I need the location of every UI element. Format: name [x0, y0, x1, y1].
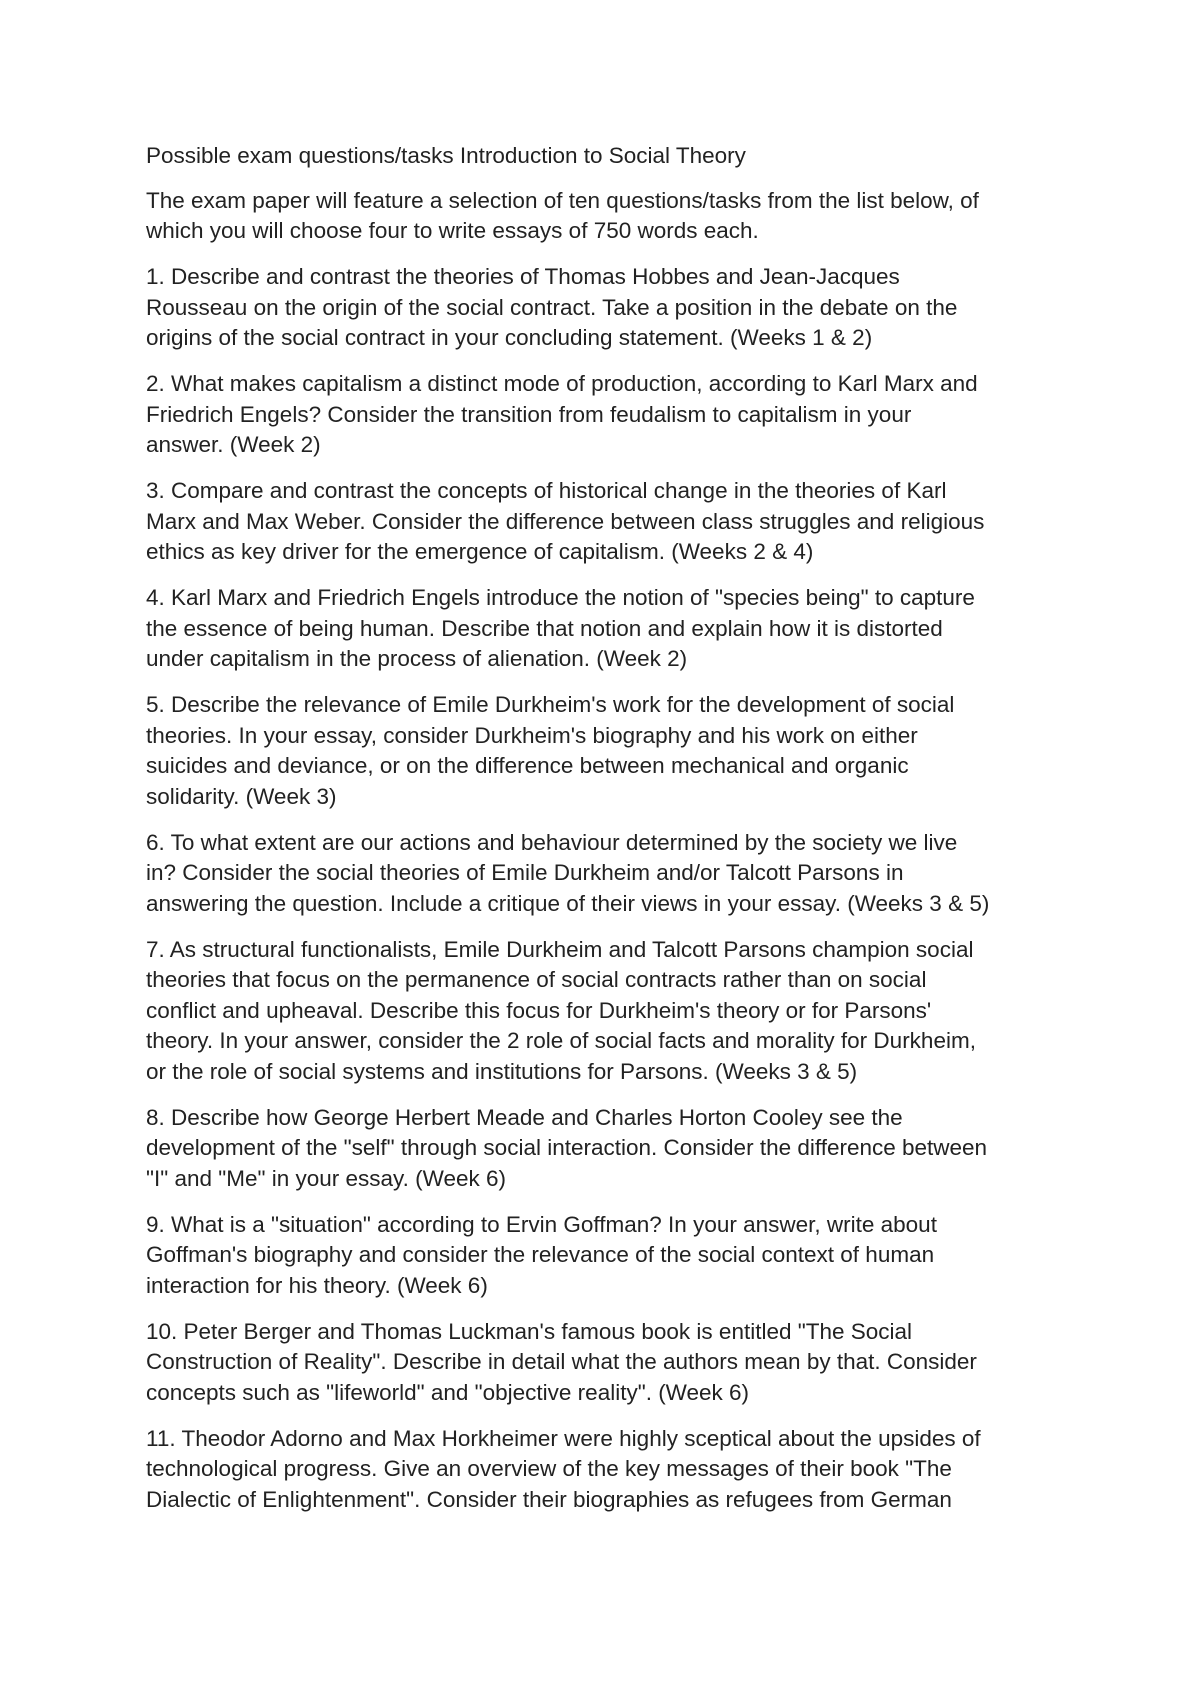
question-11: 11. Theodor Adorno and Max Horkheimer were highly sceptical about the upsides of technological progress. Give an overview of the key messages of their book "The Dialectic of Enlightenment". Consider their biographies as refugees from German	[146, 1425, 981, 1512]
question-9: 9. What is a "situation" according to Ervin Goffman? In your answer, write about Goffman's biography and consider the relevance of the social context of human interaction for his theory. (Week 6)	[146, 1211, 937, 1298]
question-7: 7. As structural functionalists, Emile Durkheim and Talcott Parsons champion social theories that focus on the permanence of social contracts rather than on social conflict and upheaval. Describe this focus for Durkheim's theory or for Parsons' theory. In your answer, consider the 2 role of social facts and morality for Durkheim, or the role of social systems and institutions for Parsons. (Weeks 3 & 5)	[146, 936, 976, 1084]
question-1: 1. Describe and contrast the theories of Thomas Hobbes and Jean-Jacques Rousseau on the origin of the social contract. Take a position in the debate on the origins of the social contract in your concluding statement. (Weeks 1 & 2)	[146, 264, 958, 350]
question-8: 8. Describe how George Herbert Meade and Charles Horton Cooley see the development of the "self" through social interaction. Consider the difference between "I" and "Me" in your essay. (Week 6)	[146, 1104, 988, 1191]
document-body	[146, 141, 1086, 1531]
question-4: 4. Karl Marx and Friedrich Engels introduce the notion of "species being" to capture the essence of being human. Describe that notion and explain how it is distorted under capitalism in the process of alienation. (Week 2)	[146, 585, 975, 671]
question-5: 5. Describe the relevance of Emile Durkheim's work for the development of social theories. In your essay, consider Durkheim's biography and his work on either suicides and deviance, or on the difference between mechanical and organic solidarity. (Week 3)	[146, 692, 955, 809]
question-3: 3. Compare and contrast the concepts of historical change in the theories of Karl Marx and Max Weber. Consider the difference between class struggles and religious ethics as key driver for the emergence of capitalism. (Weeks 2 & 4)	[146, 478, 985, 564]
document-intro: The exam paper will feature a selection of ten questions/tasks from the list below, of which you will choose four to write essays of 750 words each.	[146, 187, 979, 243]
question-2: 2. What makes capitalism a distinct mode of production, according to Karl Marx and Friedrich Engels? Consider the transition from feudalism to capitalism in your answer. (Week 2)	[146, 371, 978, 457]
question-10: 10. Peter Berger and Thomas Luckman's famous book is entitled "The Social Construction of Reality". Describe in detail what the authors mean by that. Consider concepts such as "lifeworld" and "objective reality". (Week 6)	[146, 1318, 977, 1405]
question-6: 6. To what extent are our actions and behaviour determined by the society we live in? Consider the social theories of Emile Durkheim and/or Talcott Parsons in answering the question. Include a critique of their views in your essay. (Weeks 3 & 5)	[146, 829, 990, 916]
document-title: Possible exam questions/tasks Introduction to Social Theory	[146, 143, 746, 168]
